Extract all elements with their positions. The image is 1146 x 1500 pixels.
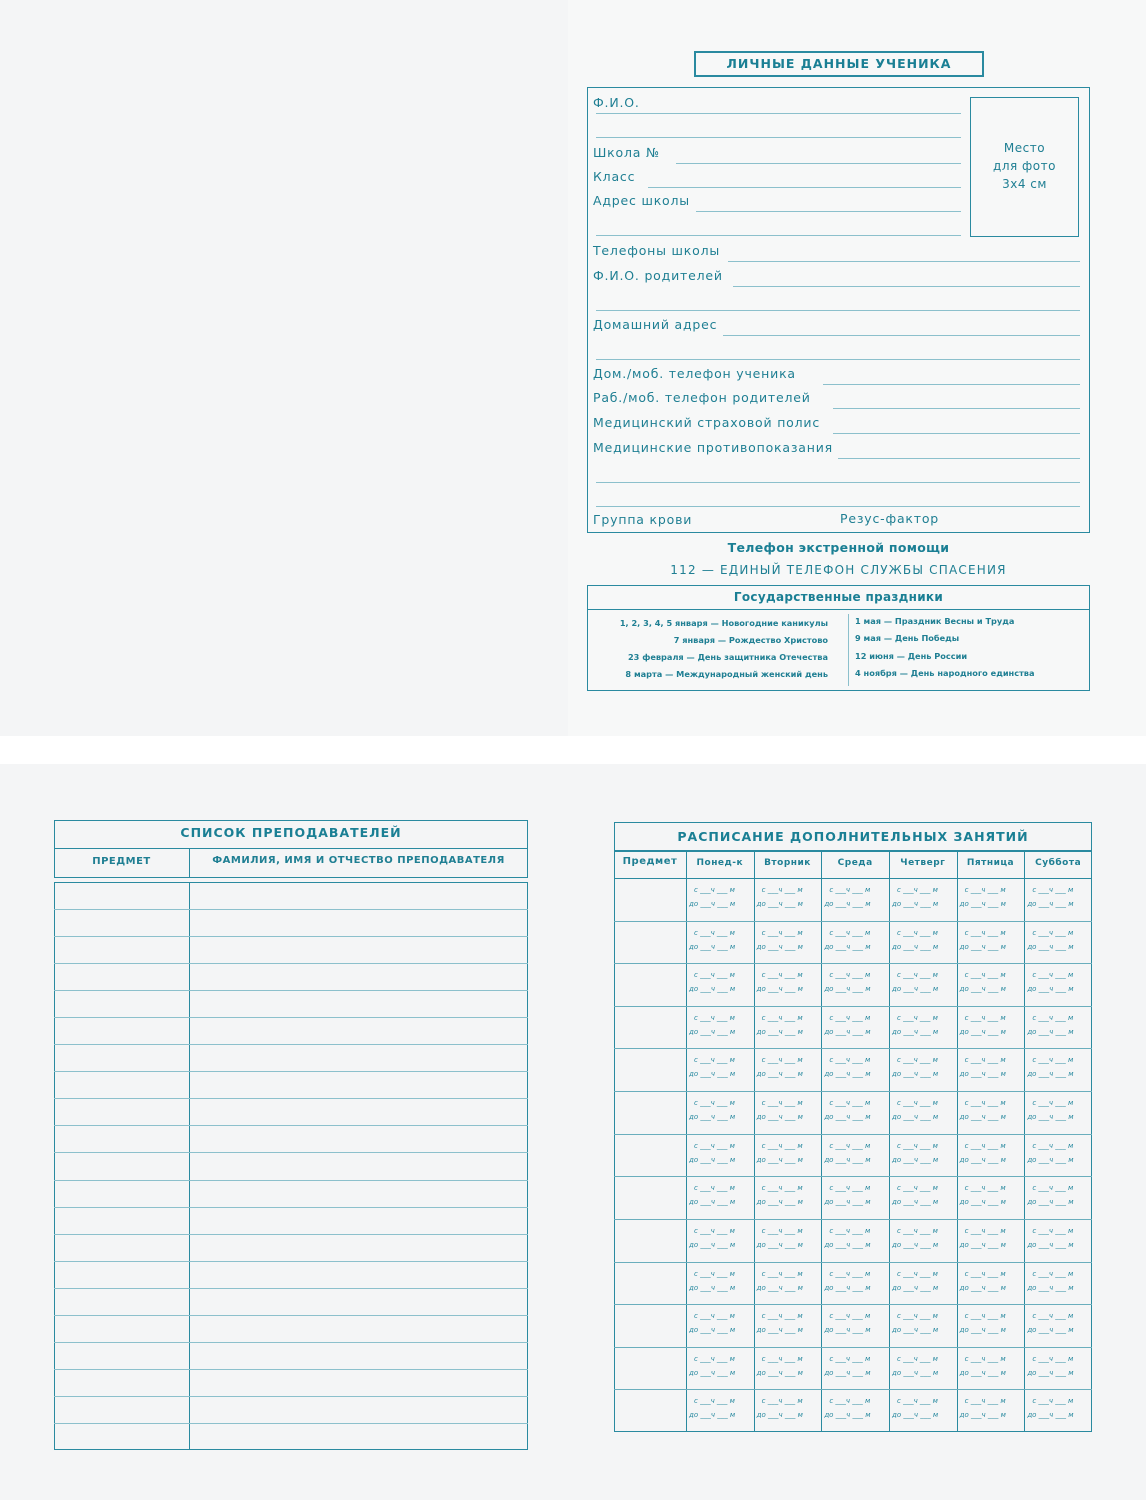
schedule-slot-from[interactable]: с ___ч ___ м	[829, 1056, 871, 1065]
schedule-slot-to[interactable]: до ___ч ___ м	[1027, 942, 1074, 951]
schedule-slot-from[interactable]: с ___ч ___ м	[964, 886, 1006, 894]
write-line[interactable]	[728, 261, 1080, 262]
schedule-slot-from[interactable]: с ___ч ___ м	[829, 971, 871, 980]
field-student-phone: Дом./моб. телефон ученика	[593, 366, 796, 381]
schedule-slot-from[interactable]: с ___ч ___ м	[829, 1184, 871, 1193]
schedule-row-line	[614, 1176, 1092, 1177]
teachers-row-line[interactable]	[54, 1369, 528, 1370]
personal-data-page	[568, 0, 1146, 736]
teachers-row-line[interactable]	[54, 1071, 528, 1072]
schedule-slot-from[interactable]: с ___ч ___ м	[761, 928, 803, 937]
write-line[interactable]	[823, 384, 1080, 385]
schedule-slot-to[interactable]: до ___ч ___ м	[824, 1283, 871, 1292]
write-line[interactable]	[723, 335, 1080, 336]
schedule-slot-to[interactable]: до ___ч ___ м	[959, 1283, 1006, 1292]
schedule-slot-to[interactable]: до ___ч ___ м	[689, 1411, 736, 1420]
write-line[interactable]	[596, 359, 1080, 360]
schedule-slot-from[interactable]: с ___ч ___ м	[964, 928, 1006, 937]
schedule-slot-from[interactable]: с ___ч ___ м	[897, 1269, 938, 1278]
schedule-slot-from[interactable]: с ___ч ___ м	[1032, 886, 1074, 894]
schedule-slot-to[interactable]: до ___ч ___ м	[892, 1198, 939, 1207]
emergency-title: Телефон экстренной помощи	[727, 540, 950, 555]
schedule-col-line	[957, 850, 958, 1432]
schedule-slot-to[interactable]: до ___ч ___ м	[824, 900, 871, 908]
schedule-slot-from[interactable]: с ___ч ___ м	[761, 1099, 803, 1108]
teachers-col-divider	[189, 882, 190, 1450]
holiday-left: 7 января — Рождество Христово	[673, 635, 828, 645]
schedule-slot-from[interactable]: с ___ч ___ м	[694, 1013, 735, 1022]
schedule-day-header: Пятница	[966, 858, 1015, 868]
field-rhesus: Резус-фактор	[840, 511, 940, 526]
schedule-slot-to[interactable]: до ___ч ___ м	[959, 985, 1006, 994]
teachers-row-line[interactable]	[54, 990, 528, 991]
schedule-row-line	[614, 1389, 1092, 1390]
field-insurance: Медицинский страховой полис	[593, 415, 821, 430]
schedule-slot-from[interactable]: с ___ч ___ м	[964, 1099, 1006, 1108]
schedule-slot-to[interactable]: до ___ч ___ м	[1027, 1198, 1074, 1207]
schedule-slot-from[interactable]: с ___ч ___ м	[761, 1269, 803, 1278]
holiday-right: 1 мая — Праздник Весны и Труда	[855, 616, 1015, 626]
schedule-row-line	[614, 1048, 1092, 1049]
schedule-slot-to[interactable]: до ___ч ___ м	[1027, 1113, 1074, 1122]
photo-label-2: для фото	[993, 159, 1056, 173]
schedule-slot-from[interactable]: с ___ч ___ м	[694, 1056, 735, 1065]
schedule-slot-to[interactable]: до ___ч ___ м	[959, 1070, 1006, 1079]
schedule-day-header: Понед-к	[696, 858, 744, 868]
schedule-slot-to[interactable]: до ___ч ___ м	[824, 985, 871, 994]
schedule-slot-to[interactable]: до ___ч ___ м	[824, 1198, 871, 1207]
schedule-slot-from[interactable]: с ___ч ___ м	[1032, 1226, 1074, 1235]
schedule-slot-from[interactable]: с ___ч ___ м	[897, 1312, 938, 1321]
schedule-slot-to[interactable]: до ___ч ___ м	[1027, 985, 1074, 994]
teachers-title: СПИСОК ПРЕПОДАВАТЕЛЕЙ	[180, 825, 402, 840]
schedule-slot-from[interactable]: с ___ч ___ м	[964, 1184, 1006, 1193]
schedule-slot-from[interactable]: с ___ч ___ м	[761, 1184, 803, 1193]
schedule-slot-from[interactable]: с ___ч ___ м	[761, 1354, 803, 1363]
schedule-slot-from[interactable]: с ___ч ___ м	[694, 1184, 735, 1193]
schedule-slot-to[interactable]: до ___ч ___ м	[892, 1368, 939, 1377]
schedule-slot-from[interactable]: с ___ч ___ м	[829, 1013, 871, 1022]
schedule-slot-to[interactable]: до ___ч ___ м	[892, 900, 939, 908]
write-line[interactable]	[696, 211, 961, 212]
schedule-slot-to[interactable]: до ___ч ___ м	[756, 1027, 803, 1036]
schedule-slot-to[interactable]: до ___ч ___ м	[756, 1070, 803, 1079]
schedule-slot-from[interactable]: с ___ч ___ м	[897, 1141, 938, 1150]
schedule-slot-to[interactable]: до ___ч ___ м	[689, 1283, 736, 1292]
schedule-slot-from[interactable]: с ___ч ___ м	[897, 1013, 938, 1022]
schedule-row-line	[614, 963, 1092, 964]
schedule-slot-to[interactable]: до ___ч ___ м	[824, 942, 871, 951]
schedule-slot-to[interactable]: до ___ч ___ м	[756, 1155, 803, 1164]
schedule-slot-from[interactable]: с ___ч ___ м	[1032, 1013, 1074, 1022]
schedule-slot-from[interactable]: с ___ч ___ м	[1032, 1184, 1074, 1193]
schedule-slot-from[interactable]: с ___ч ___ м	[964, 1397, 1006, 1406]
holidays-divider	[587, 609, 1090, 610]
schedule-slot-to[interactable]: до ___ч ___ м	[959, 1326, 1006, 1335]
field-school: Школа №	[593, 145, 660, 160]
teachers-header-divider	[54, 848, 528, 849]
schedule-slot-from[interactable]: с ___ч ___ м	[897, 928, 938, 937]
teachers-row-line[interactable]	[54, 1288, 528, 1289]
schedule-slot-to[interactable]: до ___ч ___ м	[756, 900, 803, 908]
schedule-slot-from[interactable]: с ___ч ___ м	[829, 1354, 871, 1363]
schedule-slot-to[interactable]: до ___ч ___ м	[689, 1198, 736, 1207]
schedule-slot-to[interactable]: до ___ч ___ м	[756, 985, 803, 994]
schedule-slot-to[interactable]: до ___ч ___ м	[959, 900, 1006, 908]
schedule-slot-from[interactable]: с ___ч ___ м	[964, 1354, 1006, 1363]
teachers-col-name: ФАМИЛИЯ, ИМЯ И ОТЧЕСТВО ПРЕПОДАВАТЕЛЯ	[212, 855, 505, 866]
schedule-col-line	[754, 850, 755, 1432]
schedule-col-line	[889, 850, 890, 1432]
write-line[interactable]	[596, 235, 961, 236]
schedule-slot-to[interactable]: до ___ч ___ м	[1027, 1326, 1074, 1335]
schedule-slot-to[interactable]: до ___ч ___ м	[689, 1368, 736, 1377]
schedule-slot-to[interactable]: до ___ч ___ м	[689, 985, 736, 994]
holiday-left: 8 марта — Международный женский день	[625, 669, 828, 679]
schedule-slot-to[interactable]: до ___ч ___ м	[959, 1198, 1006, 1207]
photo-label-1: Место	[1003, 141, 1046, 155]
schedule-slot-from[interactable]: с ___ч ___ м	[694, 1099, 735, 1108]
schedule-slot-to[interactable]: до ___ч ___ м	[1027, 1070, 1074, 1079]
schedule-slot-to[interactable]: до ___ч ___ м	[959, 1155, 1006, 1164]
field-contraindications: Медицинские противопоказания	[593, 440, 833, 455]
write-line[interactable]	[833, 433, 1080, 434]
teachers-row-line[interactable]	[54, 1396, 528, 1397]
field-school-address: Адрес школы	[593, 193, 690, 208]
write-line[interactable]	[596, 113, 961, 114]
schedule-slot-from[interactable]: с ___ч ___ м	[761, 1312, 803, 1321]
schedule-slot-to[interactable]: до ___ч ___ м	[756, 1368, 803, 1377]
schedule-slot-from[interactable]: с ___ч ___ м	[829, 1141, 871, 1150]
schedule-slot-from[interactable]: с ___ч ___ м	[964, 1056, 1006, 1065]
field-parents-phone: Раб./моб. телефон родителей	[593, 390, 811, 405]
schedule-slot-to[interactable]: до ___ч ___ м	[959, 1240, 1006, 1249]
schedule-slot-from[interactable]: с ___ч ___ м	[964, 1013, 1006, 1022]
schedule-slot-from[interactable]: с ___ч ___ м	[829, 1312, 871, 1321]
schedule-slot-to[interactable]: до ___ч ___ м	[1027, 1240, 1074, 1249]
holidays-title: Государственные праздники	[733, 590, 944, 604]
schedule-slot-to[interactable]: до ___ч ___ м	[892, 1326, 939, 1335]
schedule-slot-from[interactable]: с ___ч ___ м	[897, 886, 938, 894]
schedule-slot-from[interactable]: с ___ч ___ м	[897, 1099, 938, 1108]
schedule-slot-to[interactable]: до ___ч ___ м	[892, 1027, 939, 1036]
schedule-slot-from[interactable]: с ___ч ___ м	[694, 971, 735, 980]
schedule-slot-to[interactable]: до ___ч ___ м	[824, 1027, 871, 1036]
schedule-slot-to[interactable]: до ___ч ___ м	[824, 1155, 871, 1164]
schedule-page	[568, 764, 1146, 1500]
personal-title: ЛИЧНЫЕ ДАННЫЕ УЧЕНИКА	[726, 56, 952, 71]
schedule-day-header: Среда	[837, 858, 873, 868]
schedule-slot-to[interactable]: до ___ч ___ м	[959, 942, 1006, 951]
schedule-row-line	[614, 921, 1092, 922]
schedule-day-header: Вторник	[764, 858, 811, 868]
schedule-slot-from[interactable]: с ___ч ___ м	[964, 1226, 1006, 1235]
write-line[interactable]	[596, 137, 961, 138]
schedule-slot-to[interactable]: до ___ч ___ м	[892, 1070, 939, 1079]
write-line[interactable]	[596, 482, 1080, 483]
teachers-row-line[interactable]	[54, 909, 528, 910]
teachers-table	[54, 882, 528, 1450]
schedule-slot-from[interactable]: с ___ч ___ м	[897, 971, 938, 980]
teachers-row-line[interactable]	[54, 963, 528, 964]
write-line[interactable]	[648, 187, 961, 188]
schedule-slot-to[interactable]: до ___ч ___ м	[892, 1155, 939, 1164]
teachers-page	[0, 764, 568, 1500]
teachers-row-line[interactable]	[54, 1125, 528, 1126]
schedule-slot-to[interactable]: до ___ч ___ м	[824, 1368, 871, 1377]
schedule-slot-to[interactable]: до ___ч ___ м	[1027, 1155, 1074, 1164]
teachers-row-line[interactable]	[54, 1234, 528, 1235]
holiday-right: 4 ноября — День народного единства	[855, 668, 1035, 678]
teachers-row-line[interactable]	[54, 1261, 528, 1262]
schedule-slot-to[interactable]: до ___ч ___ м	[892, 1240, 939, 1249]
schedule-slot-to[interactable]: до ___ч ___ м	[689, 1155, 736, 1164]
schedule-slot-from[interactable]: с ___ч ___ м	[829, 886, 871, 894]
teachers-row-line[interactable]	[54, 1342, 528, 1343]
schedule-slot-from[interactable]: с ___ч ___ м	[964, 1269, 1006, 1278]
schedule-day-header: Суббота	[1035, 858, 1082, 868]
schedule-slot-to[interactable]: до ___ч ___ м	[756, 1411, 803, 1420]
schedule-slot-from[interactable]: с ___ч ___ м	[964, 971, 1006, 980]
schedule-slot-from[interactable]: с ___ч ___ м	[897, 1226, 938, 1235]
schedule-slot-from[interactable]: с ___ч ___ м	[761, 1226, 803, 1235]
teachers-row-line[interactable]	[54, 936, 528, 937]
schedule-slot-from[interactable]: с ___ч ___ м	[761, 1013, 803, 1022]
schedule-slot-from[interactable]: с ___ч ___ м	[829, 928, 871, 937]
schedule-slot-to[interactable]: до ___ч ___ м	[756, 942, 803, 951]
schedule-slot-to[interactable]: до ___ч ___ м	[689, 900, 736, 908]
schedule-slot-to[interactable]: до ___ч ___ м	[824, 1411, 871, 1420]
schedule-slot-from[interactable]: с ___ч ___ м	[897, 1354, 938, 1363]
teachers-row-line[interactable]	[54, 1315, 528, 1316]
schedule-slot-to[interactable]: до ___ч ___ м	[892, 1113, 939, 1122]
schedule-row-line	[614, 1006, 1092, 1007]
field-class: Класс	[593, 169, 636, 184]
schedule-slot-from[interactable]: с ___ч ___ м	[761, 886, 803, 894]
schedule-col-line	[1024, 850, 1025, 1432]
schedule-slot-from[interactable]: с ___ч ___ м	[694, 1312, 735, 1321]
write-line[interactable]	[596, 506, 1080, 507]
schedule-slot-from[interactable]: с ___ч ___ м	[694, 1226, 735, 1235]
schedule-row-line	[614, 1262, 1092, 1263]
schedule-slot-to[interactable]: до ___ч ___ м	[824, 1070, 871, 1079]
schedule-slot-from[interactable]: с ___ч ___ м	[829, 1397, 871, 1406]
schedule-slot-to[interactable]: до ___ч ___ м	[959, 1411, 1006, 1420]
schedule-slot-from[interactable]: с ___ч ___ м	[1032, 1312, 1074, 1321]
schedule-slot-from[interactable]: с ___ч ___ м	[694, 1397, 735, 1406]
schedule-slot-to[interactable]: до ___ч ___ м	[689, 1027, 736, 1036]
schedule-slot-to[interactable]: до ___ч ___ м	[892, 985, 939, 994]
schedule-slot-from[interactable]: с ___ч ___ м	[897, 1056, 938, 1065]
holiday-right: 9 мая — День Победы	[855, 633, 960, 643]
schedule-slot-from[interactable]: с ___ч ___ м	[1032, 928, 1074, 937]
write-line[interactable]	[833, 408, 1080, 409]
schedule-slot-to[interactable]: до ___ч ___ м	[1027, 1368, 1074, 1377]
schedule-slot-to[interactable]: до ___ч ___ м	[1027, 1027, 1074, 1036]
schedule-slot-to[interactable]: до ___ч ___ м	[756, 1198, 803, 1207]
schedule-col-subject: Предмет	[622, 856, 678, 867]
blank-page	[0, 0, 568, 736]
schedule-slot-to[interactable]: до ___ч ___ м	[892, 942, 939, 951]
schedule-slot-from[interactable]: с ___ч ___ м	[694, 928, 735, 937]
schedule-slot-from[interactable]: с ___ч ___ м	[694, 1141, 735, 1150]
schedule-slot-to[interactable]: до ___ч ___ м	[689, 1326, 736, 1335]
schedule-slot-from[interactable]: с ___ч ___ м	[1032, 1397, 1074, 1406]
write-line[interactable]	[596, 310, 1080, 311]
schedule-slot-to[interactable]: до ___ч ___ м	[959, 1027, 1006, 1036]
schedule-slot-to[interactable]: до ___ч ___ м	[756, 1240, 803, 1249]
photo-label-3: 3x4 см	[1002, 177, 1047, 191]
schedule-slot-from[interactable]: с ___ч ___ м	[829, 1269, 871, 1278]
schedule-slot-to[interactable]: до ___ч ___ м	[756, 1113, 803, 1122]
holiday-left: 23 февраля — День защитника Отечества	[627, 652, 828, 662]
teachers-row-line[interactable]	[54, 1152, 528, 1153]
schedule-slot-to[interactable]: до ___ч ___ м	[892, 1283, 939, 1292]
schedule-slot-to[interactable]: до ___ч ___ м	[689, 1113, 736, 1122]
schedule-slot-from[interactable]: с ___ч ___ м	[1032, 1056, 1074, 1065]
schedule-slot-to[interactable]: до ___ч ___ м	[824, 1113, 871, 1122]
schedule-slot-to[interactable]: до ___ч ___ м	[892, 1411, 939, 1420]
teachers-row-line[interactable]	[54, 1423, 528, 1424]
field-fio: Ф.И.О.	[593, 95, 640, 110]
teachers-row-line[interactable]	[54, 1180, 528, 1181]
schedule-slot-to[interactable]: до ___ч ___ м	[756, 1326, 803, 1335]
schedule-slot-to[interactable]: до ___ч ___ м	[1027, 900, 1074, 908]
teachers-row-line[interactable]	[54, 1044, 528, 1045]
holiday-right: 12 июня — День России	[855, 651, 968, 661]
schedule-slot-from[interactable]: с ___ч ___ м	[964, 1312, 1006, 1321]
field-home-address: Домашний адрес	[593, 317, 718, 332]
schedule-slot-from[interactable]: с ___ч ___ м	[694, 1354, 735, 1363]
schedule-row-line	[614, 1347, 1092, 1348]
schedule-col-line	[821, 850, 822, 1432]
teachers-row-line[interactable]	[54, 1098, 528, 1099]
write-line[interactable]	[733, 286, 1080, 287]
teachers-row-line[interactable]	[54, 1207, 528, 1208]
schedule-slot-from[interactable]: с ___ч ___ м	[897, 1397, 938, 1406]
schedule-row-line	[614, 1091, 1092, 1092]
schedule-row-line	[614, 1134, 1092, 1135]
schedule-slot-from[interactable]: с ___ч ___ м	[1032, 1269, 1074, 1278]
schedule-slot-to[interactable]: до ___ч ___ м	[824, 1240, 871, 1249]
field-blood: Группа крови	[593, 512, 693, 527]
schedule-row-line	[614, 1219, 1092, 1220]
schedule-slot-from[interactable]: с ___ч ___ м	[897, 1184, 938, 1193]
schedule-slot-from[interactable]: с ___ч ___ м	[761, 1397, 803, 1406]
holidays-column-divider	[848, 614, 849, 686]
teachers-row-line[interactable]	[54, 1017, 528, 1018]
schedule-slot-from[interactable]: с ___ч ___ м	[694, 886, 735, 894]
schedule-slot-from[interactable]: с ___ч ___ м	[964, 1141, 1006, 1150]
schedule-slot-to[interactable]: до ___ч ___ м	[689, 1240, 736, 1249]
schedule-slot-to[interactable]: до ___ч ___ м	[959, 1368, 1006, 1377]
schedule-day-header: Четверг	[900, 858, 946, 868]
schedule-slot-from[interactable]: с ___ч ___ м	[829, 1226, 871, 1235]
holiday-left: 1, 2, 3, 4, 5 января — Новогодние каникулы	[619, 618, 828, 628]
schedule-col-line	[686, 850, 687, 1432]
field-parents: Ф.И.О. родителей	[593, 268, 723, 283]
schedule-slot-to[interactable]: до ___ч ___ м	[824, 1326, 871, 1335]
schedule-slot-from[interactable]: с ___ч ___ м	[1032, 1099, 1074, 1108]
write-line[interactable]	[838, 458, 1080, 459]
schedule-slot-to[interactable]: до ___ч ___ м	[1027, 1411, 1074, 1420]
write-line[interactable]	[676, 163, 961, 164]
schedule-slot-to[interactable]: до ___ч ___ м	[689, 1070, 736, 1079]
schedule-slot-from[interactable]: с ___ч ___ м	[761, 971, 803, 980]
schedule-slot-from[interactable]: с ___ч ___ м	[694, 1269, 735, 1278]
schedule-title: РАСПИСАНИЕ ДОПОЛНИТЕЛЬНЫХ ЗАНЯТИЙ	[677, 829, 1029, 844]
schedule-slot-from[interactable]: с ___ч ___ м	[761, 1056, 803, 1065]
teachers-col-subject: ПРЕДМЕТ	[92, 856, 151, 867]
schedule-row-line	[614, 1304, 1092, 1305]
schedule-slot-from[interactable]: с ___ч ___ м	[829, 1099, 871, 1108]
emergency-line: 112 — ЕДИНЫЙ ТЕЛЕФОН СЛУЖБЫ СПАСЕНИЯ	[670, 563, 1007, 577]
schedule-slot-to[interactable]: до ___ч ___ м	[689, 942, 736, 951]
schedule-slot-to[interactable]: до ___ч ___ м	[756, 1283, 803, 1292]
schedule-slot-from[interactable]: с ___ч ___ м	[1032, 1354, 1074, 1363]
field-school-phones: Телефоны школы	[593, 243, 721, 258]
schedule-slot-to[interactable]: до ___ч ___ м	[1027, 1283, 1074, 1292]
schedule-slot-from[interactable]: с ___ч ___ м	[1032, 971, 1074, 980]
schedule-slot-to[interactable]: до ___ч ___ м	[959, 1113, 1006, 1122]
schedule-slot-from[interactable]: с ___ч ___ м	[761, 1141, 803, 1150]
schedule-slot-from[interactable]: с ___ч ___ м	[1032, 1141, 1074, 1150]
